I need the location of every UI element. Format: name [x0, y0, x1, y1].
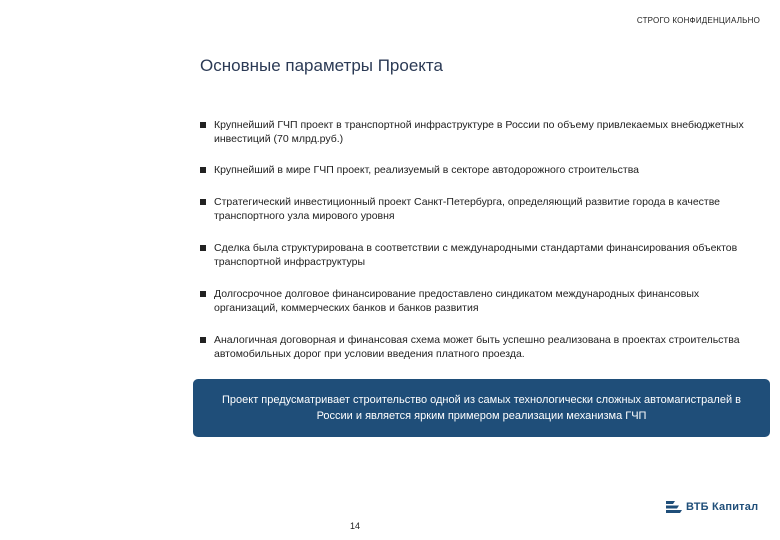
- bullet-text: Долгосрочное долговое финансирование предоставлено синдикатом международных финансовых организаций, коммерческих банков и банков развития: [214, 288, 700, 314]
- list-item: [200, 241, 760, 269]
- confidentiality-label: СТРОГО КОНФИДЕНЦИАЛЬНО: [636, 16, 760, 25]
- vtb-logo-icon: [666, 500, 682, 514]
- slide-title: Основные параметры Проекта: [200, 56, 443, 75]
- callout-text: Проект предусматривает строительство одной из самых технологически сложных автомагистралей в России и является ярким примером реализации механизма ГЧП: [222, 394, 741, 422]
- bullet-text: Крупнейший ГЧП проект в транспортной инфраструктуре в России по объему привлекаемых внебюджетных инвестиций (70 млрд.руб.): [214, 119, 744, 145]
- list-item: [200, 118, 760, 146]
- bullet-text: Аналогичная договорная и финансовая схема может быть успешно реализована в проектах строительства автомобильных дорог при условии введения платного проезда.: [214, 334, 740, 360]
- bullet-text: Стратегический инвестиционный проект Санкт-Петербурга, определяющий развитие города в качестве транспортного узла мирового уровня: [214, 196, 721, 222]
- list-item: [200, 163, 760, 177]
- bullet-list: [200, 118, 760, 361]
- list-item: [200, 333, 760, 361]
- list-item: [200, 287, 760, 315]
- page-number: 14: [350, 521, 361, 531]
- square-bullet-icon: [200, 122, 206, 128]
- bullet-text: Сделка была структурирована в соответствии с международными стандартами финансирования объектов транспортной инфраструктуры: [214, 242, 738, 268]
- logo-text: ВТБ Капитал: [686, 501, 759, 513]
- square-bullet-icon: [200, 199, 206, 205]
- square-bullet-icon: [200, 167, 206, 173]
- square-bullet-icon: [200, 291, 206, 297]
- square-bullet-icon: [200, 337, 206, 343]
- summary-callout: [193, 379, 770, 437]
- square-bullet-icon: [200, 245, 206, 251]
- bullet-text: Крупнейший в мире ГЧП проект, реализуемый в секторе автодорожного строительства: [214, 164, 639, 176]
- vtb-capital-logo: [666, 498, 758, 516]
- list-item: [200, 195, 760, 223]
